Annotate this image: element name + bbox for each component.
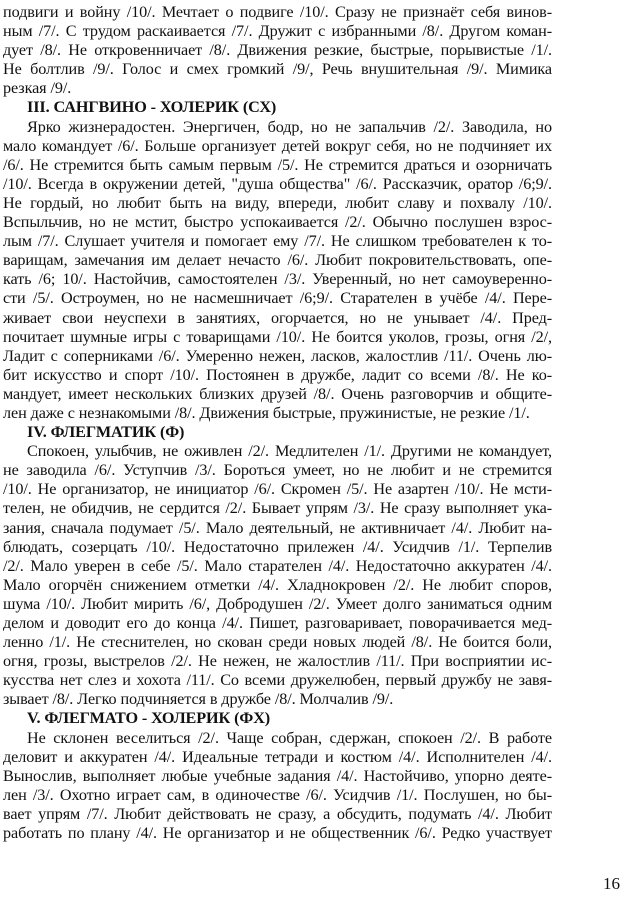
text-line: /2/. Мало уверен в себе /5/. Мало старателен /4/. Недостаточно аккуратен /4/. — [3, 556, 552, 575]
text-line: дует /8/. Не откровенничает /8/. Движения резкие, быстрые, порывистые /1/. — [3, 41, 552, 60]
text-line: Ладит с соперниками /6/. Умеренно нежен, ласков, жалостлив /11/. Очень лю- — [3, 346, 552, 365]
text-line: ленно /1/. Не стеснителен, но скован среди новых людей /8/. Не боится боли, — [3, 633, 552, 652]
text-line: шума /10/. Любит мирить /6/, Добродушен /2/. Умеет долго заниматься одним — [3, 594, 552, 613]
text-line: кусства нет слез и хохота /11/. Со всеми дружелюбен, первый дружбу не завя- — [3, 671, 552, 690]
text-line: делом и доводит его до конца /4/. Пишет, разговаривает, поворачивается мед- — [3, 614, 552, 632]
text-line: мандует, имеет нескольких близких друзей /8/. Очень разговорчив и общите- — [3, 384, 552, 403]
text-line: Не гордый, но любит быть на виду, впереди, любит славу и похвалу /10/. — [3, 193, 552, 212]
section-heading: IV. ФЛЕГМАТИК (Ф) — [27, 423, 185, 442]
text-line: деловит и аккуратен /4/. Идеальные тетради и костюм /4/. Исполнителен /4/. — [3, 747, 552, 766]
text-line: лым /7/. Слушает учителя и помогает ему /7/. Не слишком требователен к то- — [3, 232, 552, 251]
text-line: Вынослив, выполняет любые учебные задания /4/. Настойчиво, упорно деяте- — [3, 766, 552, 785]
text-line: подвиги и войну /10/. Мечтает о подвиге /10/. Сразу не признаёт себя винов- — [3, 3, 552, 21]
text-line: Не склонен веселиться /2/. Чаще собран, сдержан, спокоен /2/. В работе — [27, 728, 552, 747]
page-text — [3, 3, 552, 843]
text-line: Спокоен, улыбчив, не оживлен /2/. Медлителен /1/. Другими не командует, — [27, 442, 552, 461]
text-line: работать по плану /4/. Не организатор и не общественник /6/. Редко участвует — [3, 824, 552, 843]
text-line: не заводила /6/. Уступчив /3/. Бороться умеет, но не любит и не стремится — [3, 461, 552, 480]
text-line: Ярко жизнерадостен. Энергичен, бодр, но не запальчив /2/. Заводила, но — [27, 117, 552, 136]
text-line: Не болтлив /9/. Голос и смех громкий /9/, Речь внушительная /9/. Мимика — [3, 60, 552, 79]
text-line: лен /3/. Охотно играет сам, в одиночестве /6/. Усидчив /1/. Послушен, но бы- — [3, 785, 552, 804]
section-heading: V. ФЛЕГМАТО - ХОЛЕРИК (ФХ) — [27, 709, 271, 728]
text-line: живает свои неуспехи в занятиях, огорчается, но не унывает /4/. Пред- — [3, 308, 552, 327]
text-line: блюдать, созерцать /10/. Недостаточно прилежен /4/. Усидчив /1/. Терпелив — [3, 537, 552, 556]
text-line: телен, не обидчив, не сердится /2/. Бывает упрям /3/. Не сразу выполняет ука- — [3, 499, 552, 518]
text-line: лен даже с незнакомыми /8/. Движения быстрые, пружинистые, не резкие /1/. — [3, 403, 530, 422]
text-line: зания, сначала подумает /5/. Мало деятельный, не активничает /4/. Любит на- — [3, 518, 552, 537]
text-line: Мало огорчён снижением отметки /4/. Хладнокровен /2/. Не любит споров, — [3, 575, 552, 594]
text-line: /10/. Всегда в окружении детей, "душа общества" /6/. Рассказчик, оратор /6;9/. — [3, 174, 552, 193]
text-line: кать /6; 10/. Настойчив, самостоятелен /3/. Уверенный, но нет самоуверенно- — [3, 270, 552, 289]
text-line: ным /7/. С трудом раскаивается /7/. Дружит с избранными /8/. Другом коман- — [3, 22, 552, 41]
section-heading: III. САНГВИНО - ХОЛЕРИК (СХ) — [27, 98, 277, 117]
text-line: варищам, замечания им делает нечасто /6/. Любит покровительствовать, опе- — [3, 251, 552, 270]
text-line: /6/. Не стремится быть самым первым /5/. Не стремится драться и озорничать — [3, 155, 552, 174]
text-line: мало командует /6/. Больше организует детей вокруг себя, но не подчиняет их — [3, 136, 552, 155]
text-line: бит искусство и спорт /10/. Постоянен в дружбе, ладит со всеми /8/. Не ко- — [3, 365, 552, 384]
text-line: огня, грозы, выстрелов /2/. Не нежен, не жалостлив /11/. При восприятии ис- — [3, 652, 552, 671]
page-number: 16 — [603, 874, 620, 893]
text-line: Вспыльчив, но не мстит, быстро успокаивается /2/. Обычно послушен взрос- — [3, 213, 552, 232]
text-line: резкая /9/. — [3, 79, 72, 98]
text-line: /10/. Не организатор, не инициатор /6/. Скромен /5/. Не азартен /10/. Не мсти- — [3, 480, 552, 499]
text-line: зывает /8/. Легко подчиняется в дружбе /8/. Молчалив /9/. — [3, 690, 394, 709]
text-line: вает упрям /7/. Любит действовать не сразу, а обсудить, подумать /4/. Любит — [3, 804, 552, 823]
text-line: сти /5/. Остроумен, но не насмешничает /6;9/. Старателен в учёбе /4/. Пере- — [3, 289, 552, 308]
text-line: почитает шумные игры с товарищами /10/. Не боится уколов, грозы, огня /2/, — [3, 327, 552, 346]
